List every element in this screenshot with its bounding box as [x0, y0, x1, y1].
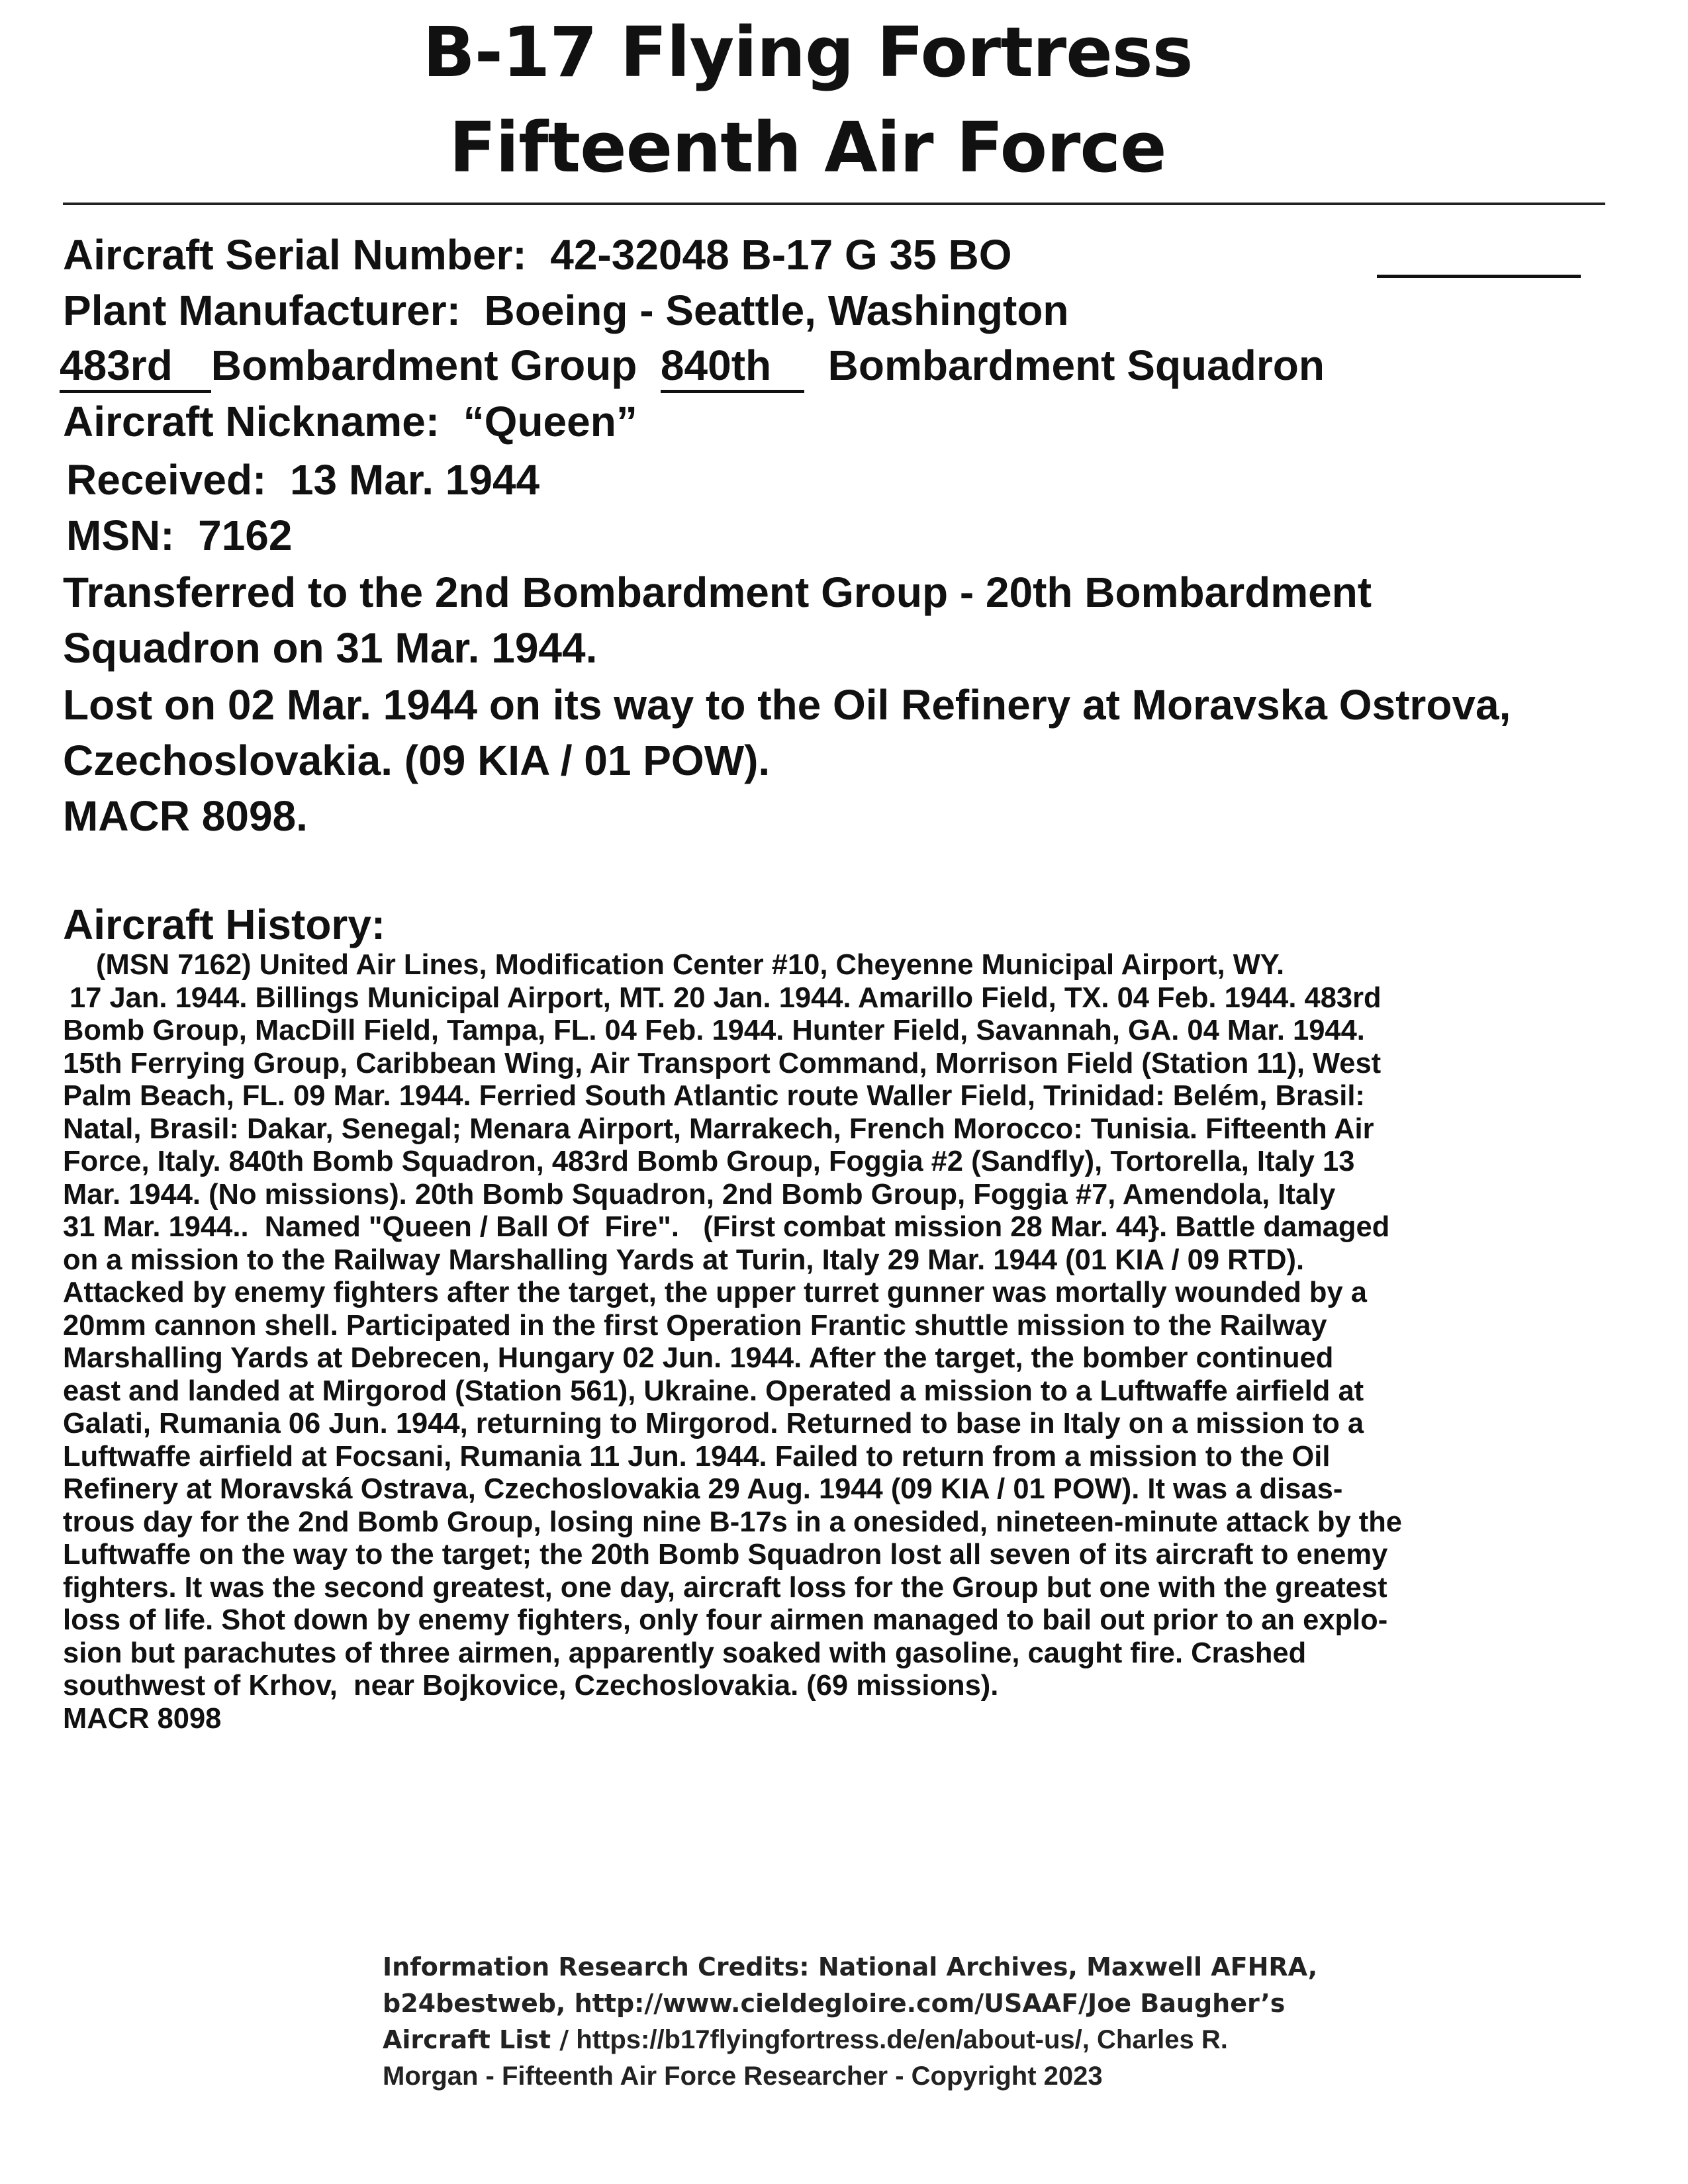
group-label: Bombardment Group [211, 341, 637, 389]
history-line: east and landed at Mirgorod (Station 561), Ukraine. Operated a mission to a Luftwaffe airfield at [63, 1375, 1364, 1407]
blank-underline [1377, 275, 1581, 278]
squadron-value: 840th [661, 341, 804, 393]
credits-block [383, 1949, 1317, 2095]
history-line: 31 Mar. 1944.. Named "Queen / Ball Of Fire". (First combat mission 28 Mar. 44}. Battle damaged [63, 1211, 1390, 1243]
squadron-label: Bombardment Squadron [827, 341, 1325, 389]
page-subtitle: Fifteenth Air Force [449, 107, 1166, 188]
transfer-line-1: Transferred to the 2nd Bombardment Group - 20th Bombardment [63, 569, 1372, 616]
credits-line-3-start: Aircraft List / [383, 2025, 569, 2054]
history-line: Palm Beach, FL. 09 Mar. 1944. Ferried South Atlantic route Waller Field, Trinidad: Belém, Brasil: [63, 1080, 1365, 1112]
history-line: Mar. 1944. (No missions). 20th Bomb Squadron, 2nd Bomb Group, Foggia #7, Amendola, Italy [63, 1178, 1336, 1210]
unit-line [60, 341, 1325, 393]
credits-line-4: Morgan - Fifteenth Air Force Researcher - Copyright 2023 [383, 2062, 1103, 2091]
transfer-line-2: Squadron on 31 Mar. 1944. [63, 624, 598, 672]
history-line: (MSN 7162) United Air Lines, Modification Center #10, Cheyenne Municipal Airport, WY. [96, 949, 1285, 981]
serial-number-value: 42-32048 B-17 G 35 BO [550, 231, 1012, 279]
received-value: 13 Mar. 1944 [289, 456, 540, 504]
nickname-line [63, 397, 637, 446]
history-line: 17 Jan. 1944. Billings Municipal Airport, MT. 20 Jan. 1944. Amarillo Field, TX. 04 Feb. 1944. 483rd [70, 981, 1382, 1014]
history-line: Force, Italy. 840th Bomb Squadron, 483rd Bomb Group, Foggia #2 (Sandfly), Tortorella, Italy 13 [63, 1146, 1355, 1177]
macr-line: MACR 8098. [63, 792, 308, 840]
history-line: Galati, Rumania 06 Jun. 1944, returning to Mirgorod. Returned to base in Italy on a mission to a [63, 1408, 1364, 1439]
credits-line-3 [383, 2022, 1317, 2058]
credits-line-1: Information Research Credits: National Archives, Maxwell AFHRA, [383, 1952, 1318, 1981]
plant-manufacturer-label: Plant Manufacturer: [63, 287, 461, 334]
history-line: on a mission to the Railway Marshalling Yards at Turin, Italy 29 Mar. 1944 (01 KIA / 09 RTD). [63, 1244, 1305, 1276]
nickname-value: “Queen” [463, 398, 637, 445]
history-line: fighters. It was the second greatest, one day, aircraft loss for the Group but one with the greatest [63, 1571, 1387, 1604]
group-value: 483rd [60, 341, 211, 393]
credits-line-3-end: https://b17flyingfortress.de/en/about-us/, Charles R. [569, 2025, 1228, 2054]
history-line: trous day for the 2nd Bomb Group, losing nine B-17s in a onesided, nineteen-minute attack by the [63, 1506, 1403, 1538]
history-heading: Aircraft History: [63, 901, 386, 948]
received-line [66, 455, 539, 504]
history-line: Bomb Group, MacDill Field, Tampa, FL. 04 Feb. 1944. Hunter Field, Savannah, GA. 04 Mar. 1944. [63, 1015, 1365, 1046]
history-body [63, 949, 1402, 1735]
history-line: MACR 8098 [63, 1702, 222, 1735]
msn-value: 7162 [198, 512, 293, 559]
nickname-label: Aircraft Nickname: [63, 398, 440, 445]
history-line: 15th Ferrying Group, Caribbean Wing, Air Transport Command, Morrison Field (Station 11), West [63, 1047, 1382, 1079]
lost-line-2: Czechoslovakia. (09 KIA / 01 POW). [63, 737, 771, 784]
plant-manufacturer-line [63, 286, 1069, 335]
msn-line [66, 511, 292, 560]
serial-number-line [63, 230, 1012, 279]
history-line: Refinery at Moravská Ostrava, Czechoslovakia 29 Aug. 1944 (09 KIA / 01 POW). It was a disas- [63, 1473, 1343, 1505]
serial-number-label: Aircraft Serial Number: [63, 231, 527, 279]
title-divider [63, 203, 1605, 205]
received-label: Received: [66, 456, 267, 504]
history-line: Natal, Brasil: Dakar, Senegal; Menara Airport, Marrakech, French Morocco: Tunisia. Fifteenth Air [63, 1113, 1374, 1145]
history-line: Luftwaffe on the way to the target; the 20th Bomb Squadron lost all seven of its aircraft to enemy [63, 1539, 1388, 1570]
history-line: Attacked by enemy fighters after the target, the upper turret gunner was mortally wounded by a [63, 1277, 1367, 1308]
lost-line-1: Lost on 02 Mar. 1944 on its way to the Oil Refinery at Moravska Ostrova, [63, 681, 1511, 729]
history-line: Luftwaffe airfield at Focsani, Rumania 11 Jun. 1944. Failed to return from a mission to the Oil [63, 1440, 1331, 1473]
msn-label: MSN: [66, 512, 175, 559]
page-title: B-17 Flying Fortress [422, 12, 1193, 93]
credits-line-2: b24bestweb, http://www.cieldegloire.com/USAAF/Joe Baugher’s [383, 1989, 1286, 2018]
history-line: Marshalling Yards at Debrecen, Hungary 02 Jun. 1944. After the target, the bomber continued [63, 1342, 1334, 1374]
history-line: loss of life. Shot down by enemy fighters, only four airmen managed to bail out prior to an explo- [63, 1604, 1388, 1636]
plant-manufacturer-value: Boeing - Seattle, Washington [484, 287, 1069, 334]
history-line: sion but parachutes of three airmen, apparently soaked with gasoline, caught fire. Crashed [63, 1637, 1307, 1669]
history-line: 20mm cannon shell. Participated in the first Operation Frantic shuttle mission to the Railway [63, 1309, 1327, 1342]
history-line: southwest of Krhov, near Bojkovice, Czechoslovakia. (69 missions). [63, 1670, 999, 1702]
